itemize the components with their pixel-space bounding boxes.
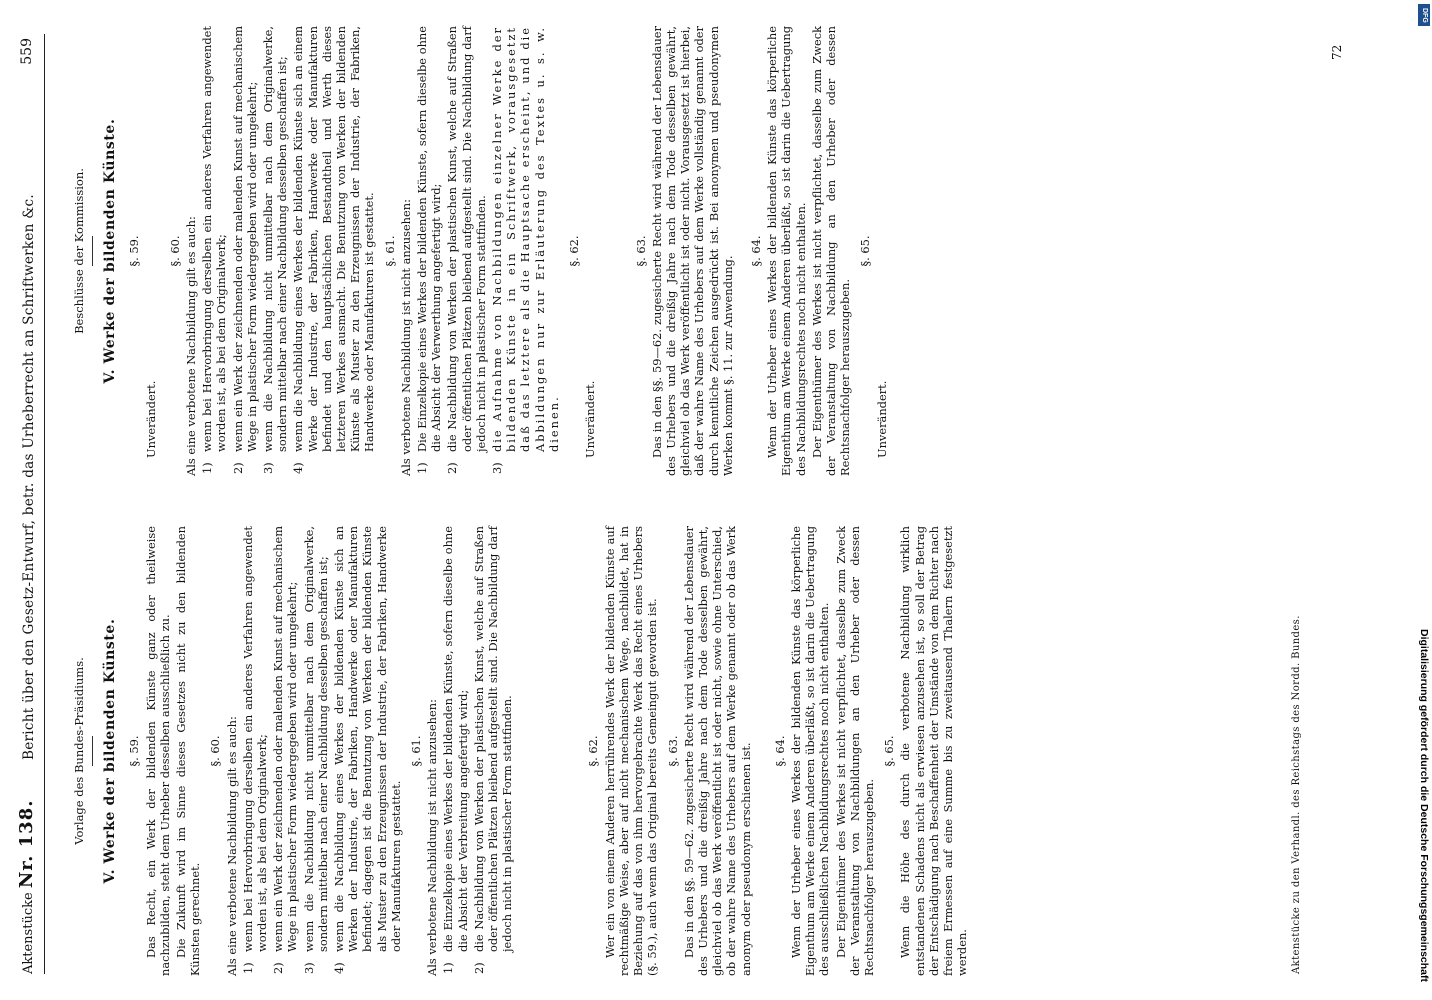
paragraph-text: Wenn der Urheber eines Werkes der bildenden Künste das körperliche Eigenthum am Werke einem Anderen überläßt, so ist darin die Uebertragung des ausschließlichen Nachbildungsrechtes noch nicht enthalten.	[788, 526, 832, 976]
item-text: wenn bei Hervorbringung derselben ein anderes Verfahren angewendet worden ist, als bei dem Originalwerk;	[200, 26, 229, 452]
list-item	[261, 26, 289, 476]
paragraph-text: Der Eigenthümer des Werkes ist nicht verpflichtet, dasselbe zum Zweck der Veranstaltung von Nachbildung an den Urheber oder dessen Rechtsnachfolger herauszugeben.	[809, 26, 853, 476]
header-rule	[44, 34, 45, 974]
item-number: 4)	[332, 962, 347, 974]
paragraph-text: Wenn die Höhe des durch die verbotene Nachbildung wirklich entstandenen Schadens nicht als erwiesen anzusehen ist, so soll der Betrag der Entschädigung nach Beschaffenheit der Umstände von dem Richter nach freiem Ermessen auf eine Summe bis zu zweitausend Thalern festgesetzt werden.	[898, 526, 970, 976]
column-heading: Vorlage des Bundes-Präsidiums.	[72, 657, 86, 845]
paragraph-heading: §. 64.	[748, 235, 763, 267]
paragraph-heading: §. 61.	[409, 735, 424, 767]
header-left	[16, 799, 37, 975]
paragraph-text: Unverändert.	[874, 380, 889, 458]
item-text: die Aufnahme von Nachbildungen einzelner Werke der bildenden Künste in ein Schriftwerk, vorausgesetzt daß das letztere als die Hauptsache erscheint, und die Abbildungen nur zur Erläuterung des Textes u. s. w. dienen.	[490, 26, 561, 452]
paragraph-text: Unverändert.	[143, 380, 158, 458]
item-number: 4)	[291, 462, 306, 474]
list-item	[490, 26, 561, 476]
item-text: die Nachbildung von Werken der plastischen Kunst, welche auf Straßen oder öffentlichen Plätzen bleibend aufgestellt sind. Die Nachbildung darf jedoch nicht in plastischer Form stattfinden.	[471, 526, 515, 952]
item-number: 3)	[301, 962, 316, 974]
item-text: wenn die Nachbildung nicht unmittelbar nach dem Originalwerke, sondern mittelbar nach einer Nachbildung desselben geschaffen ist;	[301, 526, 330, 952]
digitization-note-text: Digitalisierung gefördert durch die Deutsche Forschungsgemeinschaft	[1418, 629, 1430, 982]
list-item	[302, 526, 330, 976]
item-text: die Einzelkopie eines Werkes der bildenden Künste, sofern dieselbe ohne die Absicht der Verbreitung angefertigt wird;	[441, 526, 470, 952]
item-text: wenn die Nachbildung eines Werkes der bildenden Künste sich an einem Werke der Industrie, der Fabriken, Handwerke oder Manufakturen befindet und den hauptsächlichen Bestandtheil und Werth dieses letzteren Werkes ausmacht. Die Benutzung von Werken der bildenden Künste als Muster zu den Erzeugnissen der Industrie, der Fabriken, Handwerke oder Manufakturen ist gestattet.	[291, 26, 377, 452]
column-bundes-praesidium	[54, 526, 971, 976]
paragraph-heading: §. 62.	[567, 235, 582, 267]
paragraph-text: Das Recht, ein Werk der bildenden Künste ganz oder theilweise nachzubilden, steht dem Urheber desselben ausschließlich zu.	[143, 526, 172, 976]
list-item	[472, 526, 515, 976]
paragraph-intro: Als verbotene Nachbildung ist nicht anzusehen:	[425, 699, 440, 976]
paragraph-heading: §. 65.	[882, 735, 897, 767]
item-text: die Nachbildung von Werken der plastischen Kunst, welche auf Straßen oder öffentlichen Plätzen bleibend aufgestellt sind. Die Nachbildung darf jedoch nicht in plastischer Form stattfinden.	[445, 26, 488, 452]
paragraph-heading: §. 63.	[665, 735, 680, 767]
signature-mark: 72	[1330, 44, 1344, 60]
page-number: 559	[19, 38, 35, 65]
list-item	[241, 526, 269, 976]
digitization-note	[1417, 0, 1431, 1000]
item-number: 2)	[230, 462, 245, 474]
paragraph-heading: §. 61.	[382, 235, 397, 267]
short-rule	[92, 736, 93, 766]
header-number: Nr. 138.	[16, 799, 37, 889]
paragraph-text: Unverändert.	[583, 380, 598, 458]
paragraph-text: Der Eigenthümer des Werkes ist nicht verpflichtet, dasselbe zum Zweck der Veranstaltung von Nachbildungen an den Urheber oder dessen Rechtsnachfolger herauszugeben.	[833, 526, 876, 976]
list-item	[231, 26, 259, 476]
paragraph-heading: §. 62.	[586, 735, 601, 767]
list-item	[291, 26, 376, 476]
item-number: 3)	[490, 462, 505, 474]
paragraph-intro: Als verbotene Nachbildung ist nicht anzusehen:	[398, 199, 413, 476]
paragraph-text: Das in den §§. 59—62. zugesicherte Recht wird während der Lebensdauer des Urhebers und die dreißig Jahre nach dem Tode desselben gewährt, gleichviel ob das Werk veröffentlicht ist oder nicht. Vorausgesetzt ist hierbei, daß der wahre Name des Urhebers auf dem Werke vollständig genannt oder durch kenntliche Zeichen ausgedrückt ist. Bei anonymen und pseudonymen Werken kommt §. 11. zur Anwendung.	[649, 26, 735, 476]
header-title: Bericht über den Gesetz-Entwurf, betr. das Urheberrecht an Schriftwerken &c.	[21, 194, 37, 760]
column-kommission	[54, 26, 891, 476]
column-heading: Beschlüsse der Kommission.	[72, 168, 86, 334]
header-aktenstuecke: Aktenstücke	[21, 892, 36, 974]
paragraph-text: Wer ein von einem Anderen herrührendes Werk der bildenden Künste auf rechtmäßige Weise, aber auf nicht mechanischem Wege, nachbildet, hat in Beziehung auf das von ihm hervorgebrachte Werk das Recht eines Urhebers (§. 59.), auch wenn das Original bereits Gemeingut geworden ist.	[602, 526, 660, 976]
list-item	[445, 26, 488, 476]
paragraph-heading: §. 63.	[633, 235, 648, 267]
item-text: wenn bei Hervorbringung derselben ein anderes Verfahren angewendet worden ist, als bei dem Originalwerk;	[240, 526, 270, 952]
dfg-logo: DFG	[1418, 4, 1430, 26]
paragraph-intro: Als eine verbotene Nachbildung gilt es auch:	[184, 216, 199, 476]
item-number: 1)	[415, 462, 430, 474]
section-title: V. Werke der bildenden Künste.	[102, 618, 119, 884]
item-number: 2)	[445, 462, 460, 474]
paragraph-heading: §. 65.	[858, 235, 873, 267]
paragraph-heading: §. 60.	[208, 735, 223, 767]
paragraph-heading: §. 64.	[772, 735, 787, 767]
item-number: 1)	[441, 962, 456, 974]
list-item	[441, 526, 469, 976]
paragraph-text: Wenn der Urheber eines Werkes der bildenden Künste das körperliche Eigenthum am Werke einem Anderen überläßt, so ist darin die Uebertragung des Nachbildungsrechtes noch nicht enthalten.	[765, 26, 808, 476]
list-item	[415, 26, 443, 476]
item-number: 1)	[240, 962, 255, 974]
item-number: 1)	[200, 462, 215, 474]
item-text: wenn die Nachbildung nicht unmittelbar nach dem Originalwerke, sondern mittelbar nach einer Nachbildung desselben geschaffen ist;	[261, 26, 290, 452]
item-text: wenn ein Werk der zeichnenden oder malenden Kunst auf mechanischem Wege in plastischer Form wiedergegeben wird oder umgekehrt;	[271, 526, 300, 952]
paragraph-heading: §. 59.	[127, 235, 142, 267]
paragraph-intro: Als eine verbotene Nachbildung gilt es auch:	[224, 716, 239, 976]
paragraph-text: Die Zukunft wird im Sinne dieses Gesetzes nicht zu den bildenden Künsten gerechnet.	[174, 526, 203, 976]
item-text: wenn ein Werk der zeichnenden oder malenden Kunst auf mechanischem Wege in plastischer Form wiedergegeben wird oder umgekehrt;	[230, 26, 259, 452]
paragraph-heading: §. 60.	[167, 235, 182, 267]
paragraph-text: Das in den §§. 59—62. zugesicherte Recht wird während der Lebensdauer des Urhebers und die dreißig Jahre nach dem Tode desselben gewährt, gleichviel ob das Werk veröffentlicht ist oder nicht, sowie ohne Unterschied, ob der wahre Name des Urhebers auf dem Werke genannt oder ob das Werk anonym oder pseudonym erschienen ist.	[681, 526, 753, 976]
paragraph-heading: §. 59.	[127, 735, 142, 767]
list-item	[271, 526, 299, 976]
section-title: V. Werke der bildenden Künste.	[102, 118, 119, 384]
item-number: 2)	[271, 962, 286, 974]
footnote: Aktenstücke zu den Verhandl. des Reichstags des Nordd. Bundes.	[1291, 615, 1302, 974]
list-item	[200, 26, 228, 476]
item-text: wenn die Nachbildung eines Werkes der bildenden Künste sich an Werken der Industrie, der Fabriken, Handwerke oder Manufakturen befindet; dagegen ist die Benutzung von Werken der bildenden Künste als Muster zu den Erzeugnissen der Industrie, der Fabriken, Handwerke oder Manufakturen gestattet.	[332, 526, 403, 952]
short-rule	[92, 236, 93, 266]
list-item	[332, 526, 403, 976]
item-number: 2)	[471, 962, 486, 974]
item-number: 3)	[261, 462, 276, 474]
item-text: Die Einzelkopie eines Werkes der bildenden Künste, sofern dieselbe ohne die Absicht der Verwerthung angefertigt wird;	[415, 26, 444, 452]
page-header	[16, 38, 42, 974]
